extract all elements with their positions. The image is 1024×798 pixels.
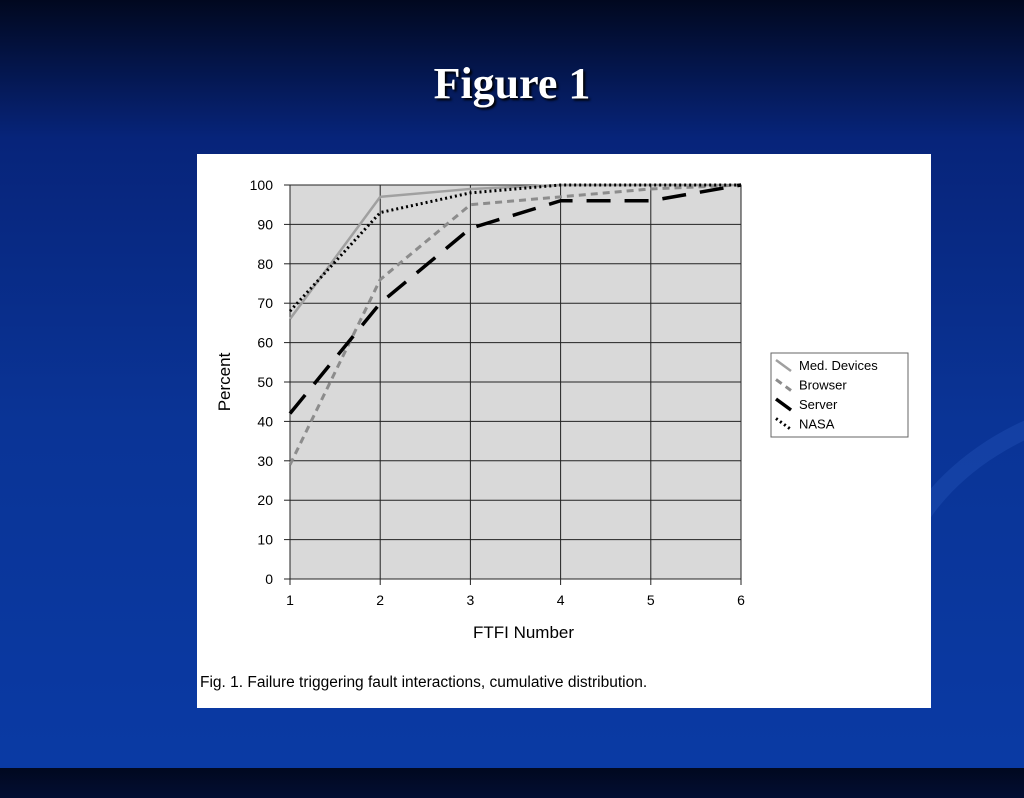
y-tick-label: 10	[257, 531, 273, 548]
legend-label: Med. Devices	[799, 358, 878, 373]
legend-label: Browser	[799, 377, 847, 393]
x-tick-label: 5	[646, 592, 655, 608]
y-tick-label: 30	[257, 452, 273, 469]
y-tick-label: 90	[257, 216, 273, 233]
y-tick-label: 50	[257, 374, 273, 390]
x-tick-label: 3	[466, 592, 475, 608]
figure-caption: Fig. 1. Failure triggering fault interactions, cumulative distribution.	[200, 674, 648, 691]
x-tick-label: 4	[556, 592, 565, 608]
y-tick-label: 100	[249, 177, 273, 193]
ftfi-chart	[197, 154, 931, 664]
y-tick-label: 70	[257, 295, 273, 312]
y-tick-label: 60	[257, 334, 273, 351]
y-tick-label: 0	[265, 571, 273, 587]
legend-label: Server	[799, 397, 838, 412]
slide-title: Figure 1	[433, 59, 591, 108]
y-axis-label: Percent	[215, 352, 234, 412]
x-axis-label: FTFI Number	[472, 623, 575, 642]
y-tick-label: 40	[257, 413, 273, 430]
x-tick-label: 2	[376, 592, 385, 608]
figure-panel	[197, 154, 931, 708]
x-tick-label: 6	[737, 592, 745, 608]
y-tick-label: 20	[257, 492, 273, 509]
legend-label: NASA	[799, 416, 835, 432]
x-tick-label: 1	[286, 592, 294, 608]
y-tick-label: 80	[257, 255, 273, 272]
